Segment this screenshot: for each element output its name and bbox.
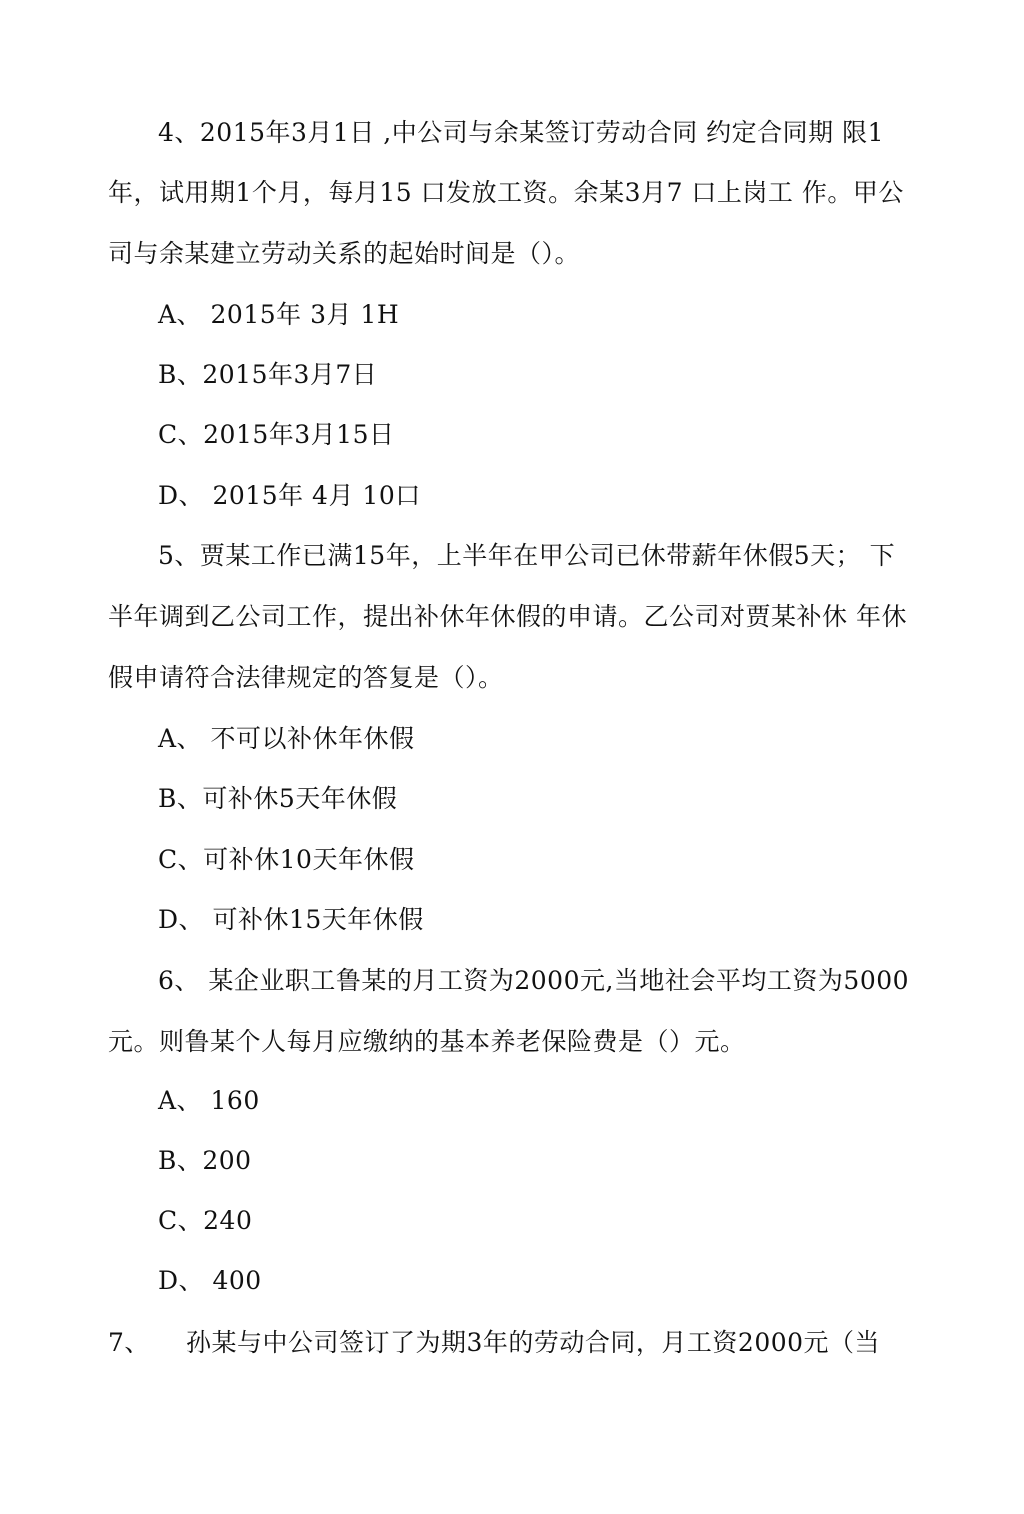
q6-option-a: A、 160 (158, 1086, 260, 1115)
q6-option-d: D、 400 (158, 1266, 262, 1295)
q6-option-c: C、240 (158, 1206, 253, 1235)
q5-stem-line-1: 5、贾某工作已满15年，上半年在甲公司已休带薪年休假5天； 下 (158, 541, 896, 570)
q5-option-b: B、可补休5天年休假 (158, 784, 398, 813)
q7-stem-line-1: 孙某与中公司签订了为期3年的劳动合同，月工资2000元（当 (186, 1328, 881, 1357)
q5-option-c: C、可补休10天年休假 (158, 845, 415, 874)
q4-option-c: C、2015年3月15日 (158, 420, 395, 449)
q6-stem-line-1: 6、 某企业职工鲁某的月工资为2000元,当地社会平均工资为5000 (158, 966, 910, 995)
q4-stem-line-3: 司与余某建立劳动关系的起始时间是（）。 (108, 239, 581, 268)
q5-option-d: D、 可补休15天年休假 (158, 905, 424, 934)
q4-option-a: A、 2015年 3月 1H (158, 300, 400, 329)
q5-stem-line-2: 半年调到乙公司工作，提出补休年休假的申请。乙公司对贾某补休 年休 (108, 602, 907, 631)
q4-option-d: D、 2015年 4月 10口 (158, 481, 421, 510)
q5-stem-line-3: 假申请符合法律规定的答复是（）。 (108, 663, 504, 692)
q4-stem-line-1: 4、2015年3月1日 ,中公司与余某签订劳动合同 约定合同期 限1 (158, 118, 885, 147)
q6-option-b: B、200 (158, 1146, 252, 1175)
q7-number: 7、 (108, 1328, 150, 1357)
q6-stem-line-2: 元。则鲁某个人每月应缴纳的基本养老保险费是（）元。 (108, 1027, 746, 1056)
q4-stem-line-2: 年，试用期1个月，每月15 口发放工资。余某3月7 口上岗工 作。甲公 (108, 178, 904, 207)
q4-option-b: B、2015年3月7日 (158, 360, 378, 389)
q5-option-a: A、 不可以补休年休假 (158, 724, 415, 753)
